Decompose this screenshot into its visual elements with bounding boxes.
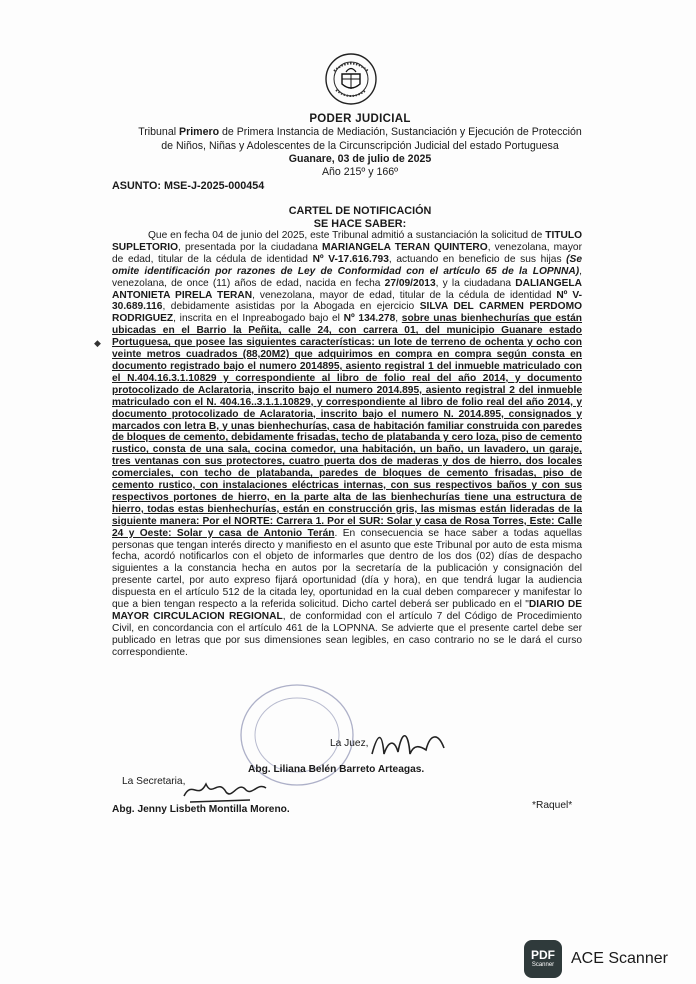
header-title: PODER JUDICIAL [309,113,411,125]
notice-title: CARTEL DE NOTIFICACIÓN [288,205,432,217]
secretary-name: Abg. Jenny Lisbeth Montilla Moreno. [112,804,290,815]
notice-paragraph: Que en fecha 04 de junio del 2025, este Tribunal admitió a sustanciación la solicitud de TITULO SUPLETORIO, presentada por la ciudadana MARIANGELA TERAN QUINTERO, venezolana, mayor de edad, titular de la cédula de identidad Nº V-17.616.793, actuando en beneficio de sus hijas (Se omite identificación por razones de Ley de Conformidad con el artículo 65 de la LOPNNA), venezolana, de once (11) años de edad, nacida en fecha 27/09/2013, y la ciudadana DALIANGELA ANTONIETA PIRELA TERAN, venezolana, mayor de edad, titular de la cédula de identidad Nº V-30.689.116, debidamente asistidas por la Abogada en ejercicio SILVA DEL CARMEN PERDOMO RODRIGUEZ, inscrita en el Inpreabogado bajo el Nº 134.278, sobre unas bienhechurías que están ubicadas en el Barrio la Peñita, calle 24, con carrera 01, del municipio Guanare estado Portuguesa, que posee las siguientes características: un lote de terreno de ochenta y ocho con veinte metros cuadrados (88,20M2) que adquirimos en compra en compra según consta en documento registrado bajo el numero 2014895, asiento registral 1 del inmueble matriculado con el N.404.16.3.1.10829 y correspondiente al libro de folio real del año 2014, y documento protocolizado de Aclaratoria, inscrito bajo el numero 2014.895, asiento registral 2 del inmueble matriculado con el N. 404.16..3.1.1.10829, y correspondiente al libro de folio real del año 2014, y documento protocolizado de Aclaratoria, inscrito bajo el numero N. 2014.895, consignados y marcados con letra B, y unas bienhechurías, casa de habitación familiar construida con paredes de bloques de cemento, debidamente frisadas, techo de platabanda y cero loza, piso de cemento rustico, consta de una sala, cocina comedor, una habitación, un baño, un lavadero, un garaje, tres ventanas con sus protectores, cuatro puerta dos de maderas y dos de hierro, dos locales comerciales, con techo de platabanda, paredes de bloques de cemento frisadas, piso de cemento rustico, con instalaciones eléctricas internas, con sus respectivos baños y con sus respectivos portones de hierro, en la parte alta de las bienhechurías tiene una estructura de hierro, todas estas bienhechurías, están en construcción gris, las mismas están lideradas de la siguiente manera: Por el NORTE: Carrera 1. Por el SUR: Solar y casa de Rosa Torres, Este: Calle 24 y Oeste: Solar y casa de Antonio Terán. En consecuencia se hace saber a todas aquellas personas que tengan interés directo y manifiesto en el asunto que este Tribunal por auto de esta misma fecha, acordó notificarlos con el objeto de informarles que dentro de los dos (02) días de despacho siguientes a la constancia hecha en autos por la secretaría de la publicación y consignación del presente cartel, por auto expreso fijará oportunidad (día y hora), en que tendrá lugar la audiencia dispuesta en el artículo 512 de la citada ley, oportunidad en la cual deben comparecer y manifestar lo que a bien tengan respecto a la referida solicitud. Dicho cartel deberá ser publicado en el "DIARIO DE MAYOR CIRCULACION REGIONAL, de conformidad con el artículo 7 del Código de Procedimiento Civil, en concordancia con el artículo 461 de la LOPNNA. Se advierte que el presente cartel debe ser publicado en letras que por sus dimensiones sean legibles, en caso contrario no se le dará el curso correspondiente. [112,230,583,658]
scanner-watermark [524,939,668,979]
notice-subtitle: SE HACE SABER: [313,218,407,230]
notice-body [112,230,582,659]
judge-name: Abg. Liliana Belén Barreto Arteagas. [248,764,425,775]
coat-of-arms-seal-icon [324,52,378,106]
property-description: sobre unas bienhechurías que están ubicadas en el Barrio la Peñita, calle 24, con carrera 01, del municipio Guanare estado Portuguesa, que posee las siguientes características: un lote de terreno de ochenta y ocho con veinte metros cuadrados (88,20M2) que adquirimos en compra en compra según consta en documento registrado bajo el numero 2014895, asiento registral 1 del inmueble matriculado con el N.404.16.3.1.10829 y correspondiente al libro de folio real del año 2014, y documento protocolizado de Aclaratoria, inscrito bajo el numero 2014.895, asiento registral 2 del inmueble matriculado con el N. 404.16..3.1.1.10829, y correspondiente al libro de folio real del año 2014, y documento protocolizado de Aclaratoria, inscrito bajo el numero N. 2014.895, consignados y marcados con letra B, y unas bienhechurías, casa de habitación familiar construida con paredes de bloques de cemento, debidamente frisadas, techo de platabanda y cero loza, piso de cemento rustico, consta de una sala, cocina comedor, una habitación, un baño, un lavadero, un garaje, tres ventanas con sus protectores, cuatro puerta dos de maderas y dos de hierro, dos locales comerciales, con techo de platabanda, paredes de bloques de cemento frisadas, piso de cemento rustico, con instalaciones eléctricas internas, con sus respectivos baños y con sus respectivos portones de hierro, en la parte alta de las bienhechurías tiene una estructura de hierro, todas estas bienhechurías, están en construcción gris, las mismas están lideradas de la siguiente manera: Por el NORTE: Carrera 1. Por el SUR: Solar y casa de Rosa Torres, Este: Calle 24 y Oeste: Solar y casa de Antonio Terán [112,313,582,539]
header-years: Año 215º y 166º [321,166,399,178]
secretary-label: La Secretaria, [122,776,186,787]
scanner-brand-name: ACE Scanner [571,950,668,967]
header-place-date: Guanare, 03 de julio de 2025 [288,153,432,165]
margin-bullet-icon: ◆ [94,338,101,348]
judge-signature-icon [368,724,448,764]
drafter-initials: *Raquel* [532,800,573,811]
case-number: ASUNTO: MSE-J-2025-000454 [112,180,265,192]
pdf-scanner-logo-icon: PDF Scanner [524,940,562,978]
header-court: Tribunal Primero de Primera Instancia de Mediación, Sustanciación y Ejecución de Protección de Niños, Niñas y Adolescentes de la Circunscripción Judicial del estado Portuguesa [138,126,582,152]
judge-label: La Juez, [330,738,369,749]
